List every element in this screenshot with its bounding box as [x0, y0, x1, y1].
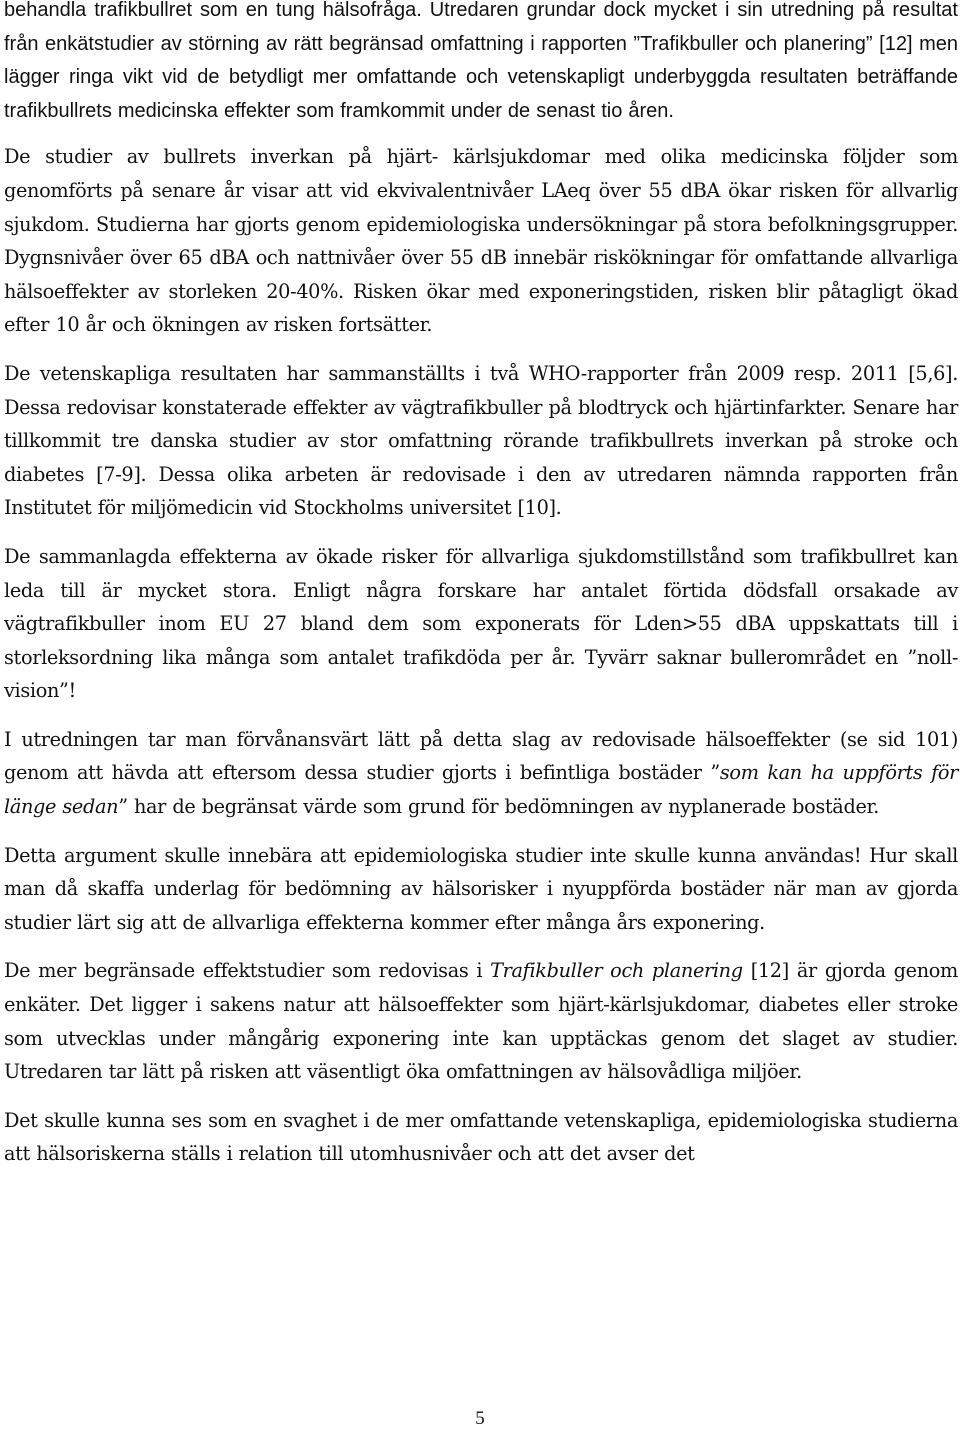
paragraph: [4, 1104, 958, 1171]
text-segment: Det skulle kunna ses som en svaghet i de mer omfattande vetenskapliga, epidemiologiska studierna att hälsoriskerna ställs i relation till utomhusnivåer och att det avser det: [4, 1108, 958, 1166]
text-segment: I utredningen tar man förvånansvärt lätt på detta slag av redovisade hälsoeffekter (se sid 101) genom att hävda att eftersom dessa studier gjorts i befintliga bostäder ”: [4, 727, 958, 785]
text-segment: ” har de begränsat värde som grund för bedömningen av nyplanerade bostäder.: [118, 795, 880, 819]
document-page: [4, 0, 958, 1186]
paragraph: [4, 0, 958, 128]
page-number: 5: [475, 1408, 485, 1429]
italic-text: Trafikbuller och planering: [490, 959, 743, 983]
text-segment: De studier av bullrets inverkan på hjärt- kärlsjukdomar med olika medicinska följder som genomförts på senare år visar att vid ekvivalentnivåer LAeq över 55 dBA ökar risken för allvarlig sjukdom. Studierna har gjorts genom epidemiologiska undersökningar på stora befolkningsgrupper. Dygnsnivåer över 65 dBA och nattnivåer över 55 dB innebär riskökningar för omfattande allvarliga hälsoeffekter av storleken 20-40%. Risken ökar med exponeringstiden, risken blir påtagligt ökad efter 10 år och ökningen av risken fortsätter.: [4, 145, 958, 337]
paragraph: [4, 540, 958, 708]
italic-text: som kan ha uppförts för länge sedan: [4, 761, 958, 819]
text-segment: De vetenskapliga resultaten har sammanställts i två WHO-rapporter från 2009 resp. 2011 [5,6]. Dessa redovisar konstaterade effekter av vägtrafikbuller på blodtryck och hjärtinfarkter. Senare har tillkommit tre danska studier av stor omfattning rörande trafikbullrets inverkan på stroke och diabetes [7-9]. Dessa olika arbeten är redovisade i den av utredaren nämnda rapporten från Institutet för miljömedicin vid Stockholms universitet [10].: [4, 361, 958, 520]
text-segment: De mer begränsade effektstudier som redovisas i: [4, 959, 491, 983]
paragraph: [4, 839, 958, 940]
paragraph: [4, 954, 958, 1088]
paragraph: [4, 723, 958, 824]
text-segment: [12] är gjorda genom enkäter. Det ligger i sakens natur att hälsoeffekter som hjärt-kärlsjukdomar, diabetes eller stroke som utvecklas under mångårig exponering inte kan upptäckas genom det slaget av studier. Utredaren tar lätt på risken att väsentligt öka omfattningen av hälsovådliga miljöer.: [4, 959, 958, 1084]
text-segment: De sammanlagda effekterna av ökade risker för allvarliga sjukdomstillstånd som trafikbullret kan leda till är mycket stora. Enligt några forskare har antalet förtida dödsfall orsakade av vägtrafikbuller inom EU 27 bland dem som exponerats för Lden>55 dBA uppskattats till i storleksordning lika många som antalet trafikdöda per år. Tyvärr saknar bullerområdet en ”noll-vision”!: [4, 544, 958, 703]
text-segment: Detta argument skulle innebära att epidemiologiska studier inte skulle kunna användas! Hur skall man då skaffa underlag för bedömning av hälsorisker i nyuppförda bostäder när man av gjorda studier lärt sig att de allvarliga effekterna kommer efter många års exponering.: [4, 843, 958, 934]
text-segment: behandla trafikbullret som en tung hälsofråga. Utredaren grundar dock mycket i sin utredning på resultat från enkätstudier av störning av rätt begränsad omfattning i rapporten ”Trafikbuller och planering” [12] men lägger ringa vikt vid de betydligt mer omfattande och vetenskapligt underbyggda resultaten beträffande trafikbullrets medicinska effekter som framkommit under de senast tio åren.: [4, 0, 958, 122]
paragraph: [4, 140, 958, 342]
body-text: [4, 0, 958, 1171]
paragraph: [4, 357, 958, 525]
